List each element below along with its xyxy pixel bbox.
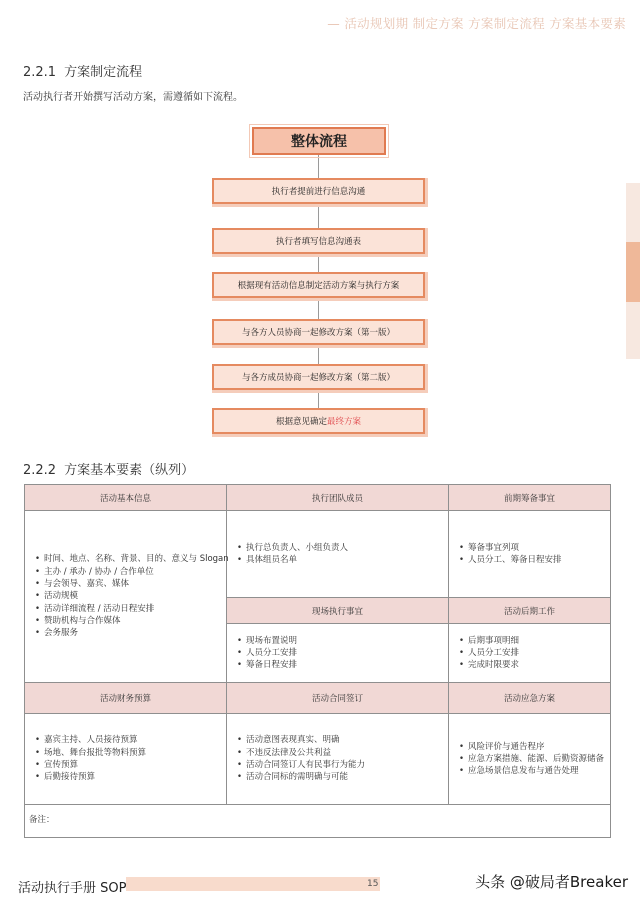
list-item: • 人员分工安排 <box>459 647 604 659</box>
section-heading-elements <box>23 459 194 478</box>
table-header: 活动后期工作 <box>449 598 611 624</box>
table-cell-emergency <box>449 714 611 805</box>
table-cell-finance <box>25 714 227 805</box>
list-item: • 筹备日程安排 <box>237 659 442 671</box>
list-item: • 活动规模 <box>35 590 220 602</box>
list-item: • 风险评价与通告程序 <box>459 741 604 753</box>
list-item: • 会务服务 <box>35 627 220 639</box>
flow-title-box <box>252 127 386 155</box>
flow-step: 与各方成员协商一起修改方案（第二版） <box>212 364 425 390</box>
table-header: 活动基本信息 <box>25 485 227 511</box>
list-item: • 与会领导、嘉宾、媒体 <box>35 578 220 590</box>
flow-title: 整体流程 <box>291 134 347 150</box>
list-item: • 活动合同标的需明确与可能 <box>237 771 442 783</box>
list-item: • 完成时限要求 <box>459 659 604 671</box>
section-number: 2.2.2 <box>23 463 57 478</box>
table-note-row <box>25 805 611 838</box>
list-item: • 活动详细流程 / 活动日程安排 <box>35 603 220 615</box>
list-item: • 现场布置说明 <box>237 635 442 647</box>
section-title: 方案制定流程 <box>64 65 143 80</box>
list-item: • 后期事项明细 <box>459 635 604 647</box>
table-cell-post <box>449 624 611 683</box>
list-item: • 应急场景信息发布与通告处理 <box>459 765 604 777</box>
section-number: 2.2.1 <box>23 65 57 80</box>
list-item: • 人员分工、筹备日程安排 <box>459 554 604 566</box>
final-step-prefix: 根据意见确定 <box>275 417 327 427</box>
flow-step: 执行者提前进行信息沟通 <box>212 178 425 204</box>
list-item: • 不违反法律及公共利益 <box>237 747 442 759</box>
list-item: • 后勤接待预算 <box>35 771 220 783</box>
table-cell-team <box>227 511 449 598</box>
list-item: • 执行总负责人、小组负责人 <box>237 542 442 554</box>
section-heading-flow <box>23 61 142 80</box>
running-header: — 活动规划期 制定方案 方案制定流程 方案基本要素 <box>327 16 626 31</box>
list-item: • 应急方案措施、能源、后勤资源储备 <box>459 753 604 765</box>
table-cell-onsite <box>227 624 449 683</box>
table-cell-basic-info <box>25 511 227 683</box>
list-item: • 赞助机构与合作媒体 <box>35 615 220 627</box>
list-item: • 时间、地点、名称、背景、目的、意义与 Slogan <box>35 553 220 565</box>
list-item: • 人员分工安排 <box>237 647 442 659</box>
list-item: • 活动合同签订人有民事行为能力 <box>237 759 442 771</box>
final-step-highlight: 最终方案 <box>327 417 362 427</box>
table-header: 活动合同签订 <box>227 683 449 714</box>
watermark: 头条 @破局者Breaker <box>475 873 628 891</box>
flow-step: 根据现有活动信息制定活动方案与执行方案 <box>212 272 425 298</box>
list-item: • 主办 / 承办 / 协办 / 合作单位 <box>35 566 220 578</box>
list-item: • 活动意图表现真实、明确 <box>237 734 442 746</box>
side-tab-marker <box>626 242 640 302</box>
intro-text: 活动执行者开始撰写活动方案，需遵循如下流程。 <box>23 92 243 103</box>
list-item: • 筹备事宜列项 <box>459 542 604 554</box>
table-header: 现场执行事宜 <box>227 598 449 624</box>
table-header: 活动应急方案 <box>449 683 611 714</box>
table-header: 活动财务预算 <box>25 683 227 714</box>
footer-title: 活动执行手册 SOP <box>18 881 127 896</box>
table-cell-prep <box>449 511 611 598</box>
flow-step-final <box>212 408 425 434</box>
page-number: 15 <box>367 879 379 889</box>
section-title: 方案基本要素（纵列） <box>64 463 195 478</box>
list-item: • 场地、舞台报批等物料预算 <box>35 747 220 759</box>
plan-elements-table <box>24 484 611 838</box>
flow-step: 执行者填写信息沟通表 <box>212 228 425 254</box>
list-item: • 嘉宾主持、人员接待预算 <box>35 734 220 746</box>
table-cell-contract <box>227 714 449 805</box>
note-label: 备注： <box>29 815 55 825</box>
list-item: • 具体组员名单 <box>237 554 442 566</box>
table-header: 执行团队成员 <box>227 485 449 511</box>
table-header: 前期筹备事宜 <box>449 485 611 511</box>
footer-bar <box>126 877 380 891</box>
flow-step: 与各方人员协商一起修改方案（第一版） <box>212 319 425 345</box>
list-item: • 宣传预算 <box>35 759 220 771</box>
